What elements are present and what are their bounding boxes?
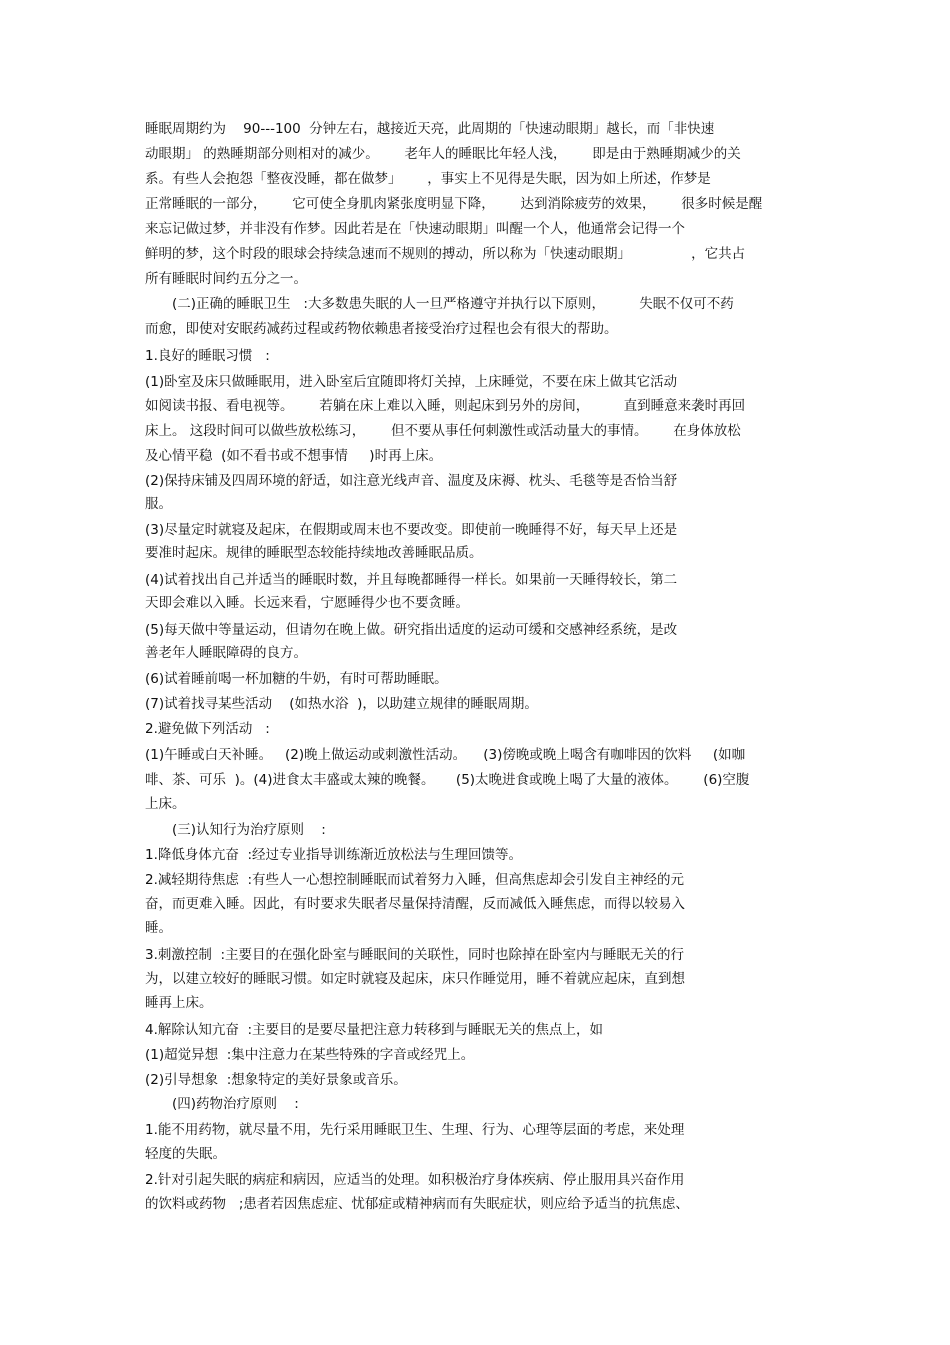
text-line: 动眼期」 的熟睡期部分则相对的减少。 老年人的睡眠比年轻人浅， 即是由于熟睡期减少的关 xyxy=(145,146,741,162)
list-item: 2.减轻期待焦虑 :有些人一心想控制睡眠而试着努力入睡，但高焦虑却会引发自主神经的元 xyxy=(145,872,685,888)
text-line: 系。有些人会抱怨「整夜没睡，都在做梦」 ，事实上不见得是失眠，因为如上所述，作梦是 xyxy=(145,171,711,187)
text-line: 要准时起床。规律的睡眠型态较能持续地改善睡眠品质。 xyxy=(145,545,483,561)
list-item: (2)引导想象 :想象特定的美好景象或音乐。 xyxy=(145,1072,407,1088)
list-item: (2)保持床铺及四周环境的舒适，如注意光线声音、温度及床褥、枕头、毛毯等是否恰当舒 xyxy=(145,473,678,489)
list-item: 1.降低身体亢奋 :经过专业指导训练渐近放松法与生理回馈等。 xyxy=(145,847,523,863)
list-item: 1.能不用药物，就尽量不用，先行采用睡眠卫生、生理、行为、心理等层面的考虑，来处理 xyxy=(145,1122,685,1138)
text-line: 轻度的失眠。 xyxy=(145,1146,226,1162)
list-item: (3)尽量定时就寝及起床，在假期或周末也不要改变。即使前一晚睡得不好，每天早上还是 xyxy=(145,522,678,538)
text-line: 床上。 这段时间可以做些放松练习， 但不要从事任何刺激性或活动量大的事情。 在身体放松 xyxy=(145,423,741,439)
text-line: 如阅读书报、看电视等。 若躺在床上难以入睡，则起床到另外的房间， 直到睡意来袭时再回 xyxy=(145,398,746,414)
section-heading: (二)正确的睡眠卫生 :大多数患失眠的人一旦严格遵守并执行以下原则， 失眠不仅可不药 xyxy=(172,296,734,312)
text-line: 所有睡眠时间约五分之一。 xyxy=(145,271,307,287)
text-line: 善老年人睡眠障碍的良方。 xyxy=(145,645,307,661)
list-item: (6)试着睡前喝一杯加糖的牛奶，有时可帮助睡眠。 xyxy=(145,671,448,687)
list-item: 2.针对引起失眠的病症和病因，应适当的处理。如积极治疗身体疾病、停止服用具兴奋作用 xyxy=(145,1172,685,1188)
section-heading: (三)认知行为治疗原则 : xyxy=(172,822,326,838)
list-item: (7)试着找寻某些活动 (如热水浴 )，以助建立规律的睡眠周期。 xyxy=(145,696,538,712)
text-line: 服。 xyxy=(145,496,172,512)
section-heading: (四)药物治疗原则 : xyxy=(172,1096,299,1112)
subheading: 1.良好的睡眠习惯 : xyxy=(145,348,270,364)
text-line: 鲜明的梦，这个时段的眼球会持续急速而不规则的搏动，所以称为「快速动眼期」 ，它共占 xyxy=(145,246,746,262)
text-line: 上床。 xyxy=(145,796,186,812)
text-line: 而愈，即使对安眠药减药过程或药物依赖患者接受治疗过程也会有很大的帮助。 xyxy=(145,321,618,337)
text-line: 睡。 xyxy=(145,920,172,936)
subheading: 2.避免做下列活动 : xyxy=(145,721,270,737)
list-item: (5)每天做中等量运动，但请勿在晚上做。研究指出适度的运动可缓和交感神经系统，是改 xyxy=(145,622,678,638)
text-line: 啡、茶、可乐 )。(4)进食太丰盛或太辣的晚餐。 (5)太晚进食或晚上喝了大量的液体。 (6)空腹 xyxy=(145,772,750,788)
text-line: 睡眠周期约为 90---100 分钟左右，越接近天亮，此周期的「快速动眼期」越长，而「非快速 xyxy=(145,121,715,137)
list-item: (1)卧室及床只做睡眠用，进入卧室后宜随即将灯关掉，上床睡觉，不要在床上做其它活动 xyxy=(145,374,678,390)
text-line: 的饮料或药物 ;患者若因焦虑症、忧郁症或精神病而有失眠症状，则应给予适当的抗焦虑、 xyxy=(145,1196,689,1212)
text-line: 睡再上床。 xyxy=(145,995,213,1011)
text-line: 天即会难以入睡。长远来看，宁愿睡得少也不要贪睡。 xyxy=(145,595,469,611)
list-item: (1)午睡或白天补睡。 (2)晚上做运动或刺激性活动。 (3)傍晚或晚上喝含有咖啡因的饮料 (如咖 xyxy=(145,747,746,763)
list-item: 3.刺激控制 :主要目的在强化卧室与睡眠间的关联性，同时也除掉在卧室内与睡眠无关的行 xyxy=(145,947,685,963)
list-item: 4.解除认知亢奋 :主要目的是要尽量把注意力转移到与睡眠无关的焦点上，如 xyxy=(145,1022,604,1038)
list-item: (1)超觉异想 :集中注意力在某些特殊的字音或经咒上。 xyxy=(145,1047,475,1063)
text-line: 奋，而更难入睡。因此，有时要求失眠者尽量保持清醒，反而减低入睡焦虑，而得以较易入 xyxy=(145,896,685,912)
text-line: 正常睡眠的一部分， 它可使全身肌肉紧张度明显下降， 达到消除疲劳的效果， 很多时候是醒 xyxy=(145,196,763,212)
text-line: 来忘记做过梦，并非没有作梦。因此若是在「快速动眼期」叫醒一个人，他通常会记得一个 xyxy=(145,221,685,237)
text-line: 为，以建立较好的睡眠习惯。如定时就寝及起床，床只作睡觉用，睡不着就应起床，直到想 xyxy=(145,971,685,987)
list-item: (4)试着找出自己并适当的睡眠时数，并且每晚都睡得一样长。如果前一天睡得较长，第二 xyxy=(145,572,678,588)
text-line: 及心情平稳 (如不看书或不想事情 )时再上床。 xyxy=(145,448,443,464)
